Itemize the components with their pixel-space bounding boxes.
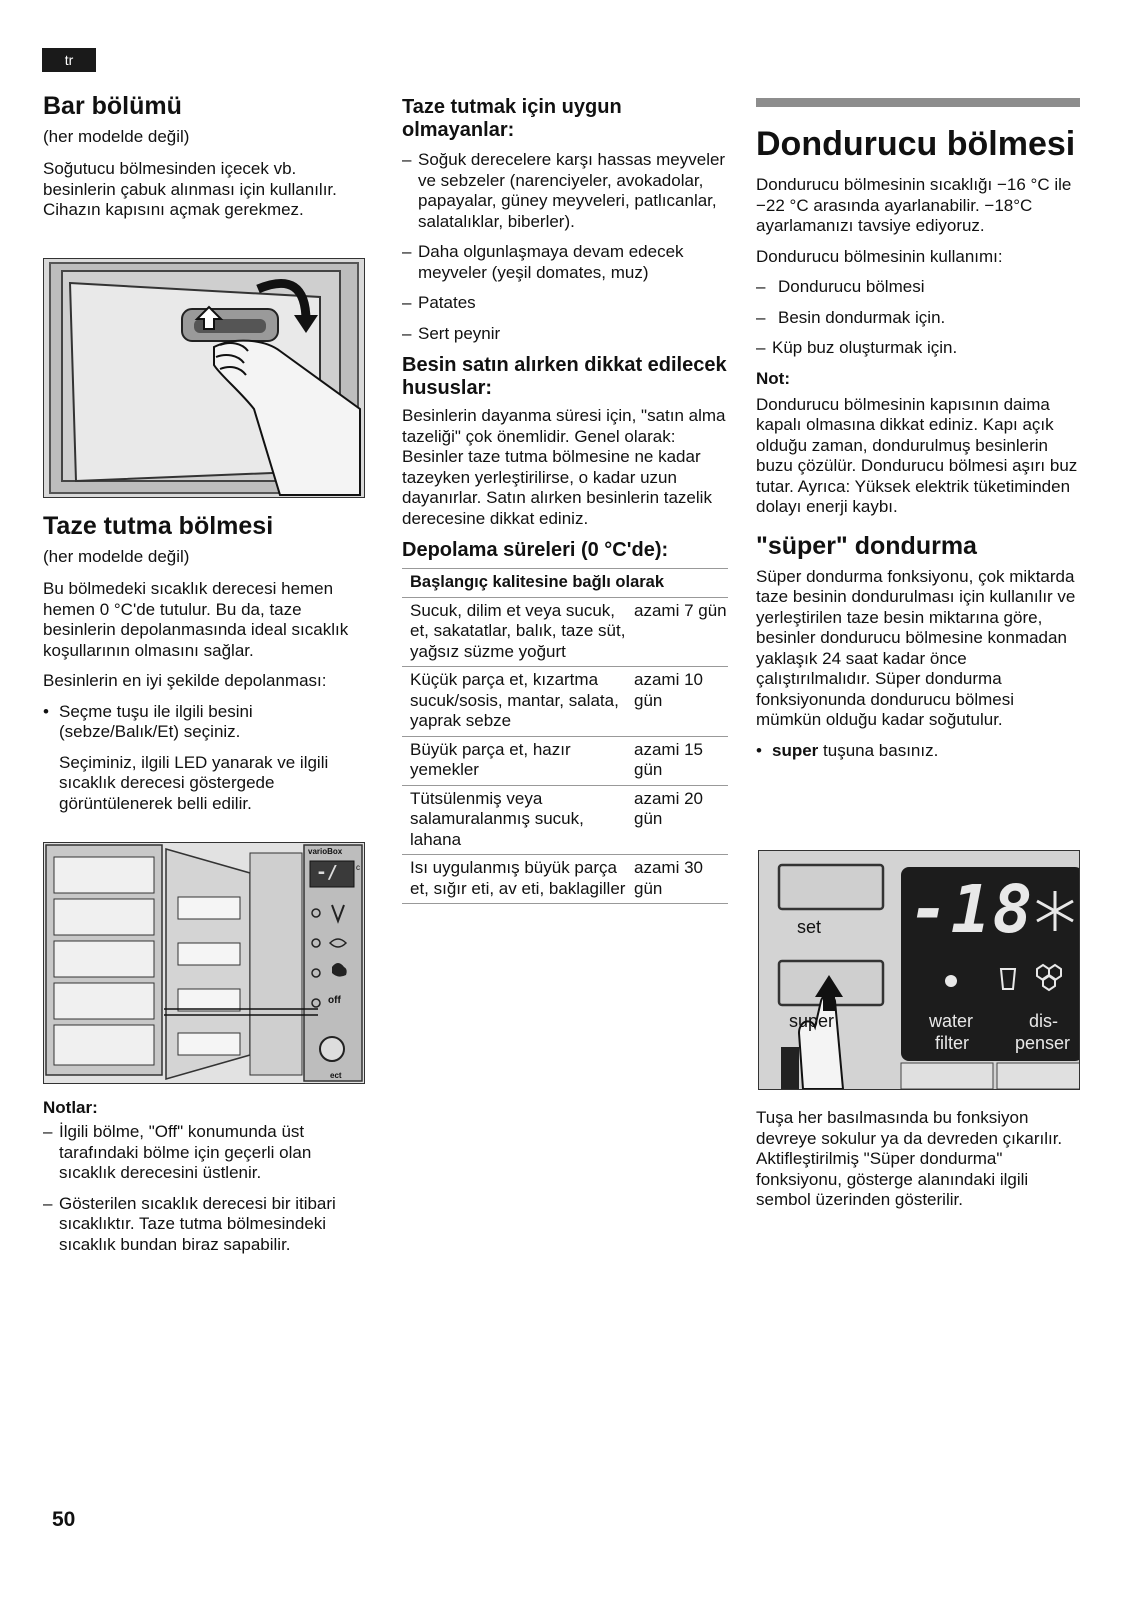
unsuitable-item: – Sert peynir	[402, 323, 501, 343]
super-button-label: super	[789, 1011, 835, 1031]
taze-bullet	[43, 702, 363, 743]
bar-door-illustration	[44, 259, 364, 497]
taze-section-title: Taze tutma bölmesi	[43, 512, 274, 540]
water-label: water	[929, 1011, 974, 1031]
storage-table-header: Başlangıç kalitesine bağlı olarak	[402, 569, 728, 598]
page-number: 50	[52, 1508, 76, 1531]
table-row	[402, 667, 728, 737]
unsuitable-item: – Soğuk derecelere karşı hassas meyveler ve sebzeler (narenciyeler, avokadolar, papayalar, güney meyveleri, patlıcanlar, salatalıklar, biberler).	[402, 150, 726, 231]
freezer-note-title: Not:	[756, 368, 790, 388]
note-text: Gösterilen sıcaklık derecesi bir itibari sıcaklıktır. Taze tutma bölmesindeki sıcaklık bundan biraz sapabilir.	[59, 1193, 336, 1254]
variobox-select-label: ect	[330, 1071, 342, 1080]
storage-title: Depolama süreleri (0 °C'de):	[402, 539, 669, 561]
language-badge: tr	[42, 48, 96, 72]
column-1-lower	[43, 512, 363, 824]
super-after-text-block	[756, 1108, 1082, 1221]
note-item: – Gösterilen sıcaklık derecesi bir itibari sıcaklıktır. Taze tutma bölmesindeki sıcaklık bundan biraz sapabilir.	[43, 1194, 363, 1256]
food-cell: Isı uygulanmış büyük parça et, sığır eti, av eti, baklagiller	[402, 855, 628, 904]
food-cell: Tütsülenmiş veya salamuralanmış sucuk, lahana	[402, 785, 628, 855]
freezer-note-text: Dondurucu bölmesinin kapısının daima kapalı olmasına dikkat ediniz. Kapı açık olduğu zaman, dondurulmuş besinlerin buzu çözülür. Dondurucu bölmesi aşırı buz tutar. Ayrıca: Yüksek elektrik tüketiminden dolayı enerji kaybı.	[756, 394, 1078, 517]
column-1	[43, 92, 363, 231]
control-panel-figure	[758, 850, 1080, 1090]
variobox-off-label: off	[328, 995, 341, 1006]
unsuitable-item: – Daha olgunlaşmaya devam edecek meyveler (yeşil domates, muz)	[402, 242, 684, 282]
super-key-name: super	[772, 740, 819, 760]
table-row	[402, 785, 728, 855]
dis-label: dis-	[1029, 1011, 1059, 1031]
section-divider-bar	[756, 98, 1080, 107]
notes-block	[43, 1098, 363, 1265]
table-row	[402, 597, 728, 667]
food-cell: Sucuk, dilim et veya sucuk, et, sakatatlar, balık, taze süt, yağsız süzme yoğurt	[402, 597, 628, 667]
note-text: İlgili bölme, "Off" konumunda üst tarafındaki bölme için geçerli olan sıcaklık derecesini üstlenir.	[59, 1122, 312, 1182]
time-cell: azami 7 gün	[628, 597, 728, 667]
bar-subtitle: (her modelde değil)	[43, 126, 190, 146]
temperature-display: -18	[909, 871, 1035, 948]
variobox-c-label: c	[356, 863, 360, 872]
freezer-use-item: – Dondurucu bölmesi	[756, 277, 925, 297]
filter-label: filter	[935, 1033, 970, 1053]
super-after-text: Tuşa her basılmasında bu fonksiyon devreye sokulur ya da devreden çıkarılır. Aktifleştirilmiş "Süper dondurma" fonksiyonu, gösterge alanındaki ilgili sembol üzerinden gösterilir.	[756, 1108, 1063, 1209]
freezer-use-item: – Besin dondurmak için.	[756, 307, 946, 327]
taze-bullet-cont: Seçiminiz, ilgili LED yanarak ve ilgili sıcaklık derecesi göstergede görüntülenerek belli edilir.	[59, 752, 329, 813]
bullet-mark: •	[43, 701, 49, 721]
taze-text-1: Bu bölmedeki sıcaklık derecesi hemen hemen 0 °C'de tutulur. Bu da, taze besinlerin depolanmasında ideal sıcaklık koşullarının olmasını sağlar.	[43, 579, 349, 660]
time-cell: azami 20 gün	[628, 785, 728, 855]
super-bullet: • super tuşuna basınız.	[756, 740, 939, 760]
table-row	[402, 855, 728, 904]
table-row	[402, 736, 728, 785]
freezer-use-item: – Küp buz oluşturmak için.	[756, 338, 958, 358]
buying-text: Besinlerin dayanma süresi için, "satın alma tazeliği" çok önemlidir. Genel olarak: Besinler taze tutma bölmesine ne kadar tazeyken yerleştirilirse, o kadar uzun dayanırlar. Satın alırken besinlerin tazelik derecesine dikkat ediniz.	[402, 406, 726, 528]
penser-label: penser	[1015, 1033, 1071, 1053]
set-button-label: set	[797, 917, 822, 937]
unsuitable-item: – Patates	[402, 293, 476, 312]
bar-compartment-figure	[43, 258, 365, 498]
variobox-display: -/	[316, 862, 338, 883]
notes-title: Notlar:	[43, 1098, 98, 1117]
bar-section-title: Bar bölümü	[43, 92, 182, 120]
super-title: "süper" dondurma	[756, 531, 977, 560]
super-text: Süper dondurma fonksiyonu, çok miktarda taze besinin dondurulması için kullanılır ve yerleştirilen taze besin miktarına göre, besinler dondurucu bölmesine konmadan yaklaşık 24 saat kadar önce çalıştırılmalıdır. Süper dondurma fonksiyonunda dondurucu bölmesi mümkün olduğu kadar soğutulur.	[756, 566, 1076, 730]
freezer-text-1: Dondurucu bölmesinin sıcaklığı −16 °C ile −22 °C arasında ayarlanabilir. −18°C ayarlamanızı tavsiye ediyoruz.	[756, 175, 1072, 236]
time-cell: azami 10 gün	[628, 667, 728, 737]
taze-bullet-text: Seçme tuşu ile ilgili besini (sebze/Balık/Et) seçiniz.	[59, 701, 253, 742]
bar-text: Soğutucu bölmesinden içecek vb. besinlerin çabuk alınması için kullanılır. Cihazın kapısını açmak gerekmez.	[43, 159, 337, 220]
super-bullet-rest: tuşuna basınız.	[818, 740, 939, 760]
time-cell: azami 30 gün	[628, 855, 728, 904]
column-2	[402, 96, 728, 904]
buying-title: Besin satın alırken dikkat edilecek hususlar:	[402, 354, 727, 399]
freezer-title: Dondurucu bölmesi	[756, 125, 1076, 163]
storage-table	[402, 568, 728, 904]
food-cell: Küçük parça et, kızartma sucuk/sosis, mantar, salata, yaprak sebze	[402, 667, 628, 737]
column-3	[756, 126, 1082, 771]
time-cell: azami 15 gün	[628, 736, 728, 785]
freezer-text-2: Dondurucu bölmesinin kullanımı:	[756, 246, 1003, 266]
note-item: – İlgili bölme, "Off" konumunda üst tarafındaki bölme için geçerli olan sıcaklık derecesini üstlenir.	[43, 1122, 363, 1184]
taze-text-2: Besinlerin en iyi şekilde depolanması:	[43, 671, 327, 691]
unsuitable-title: Taze tutmak için uygun olmayanlar:	[402, 96, 622, 141]
variobox-figure	[43, 842, 365, 1084]
taze-subtitle: (her modelde değil)	[43, 546, 190, 566]
food-cell: Büyük parça et, hazır yemekler	[402, 736, 628, 785]
variobox-label: varioBox	[308, 847, 343, 856]
